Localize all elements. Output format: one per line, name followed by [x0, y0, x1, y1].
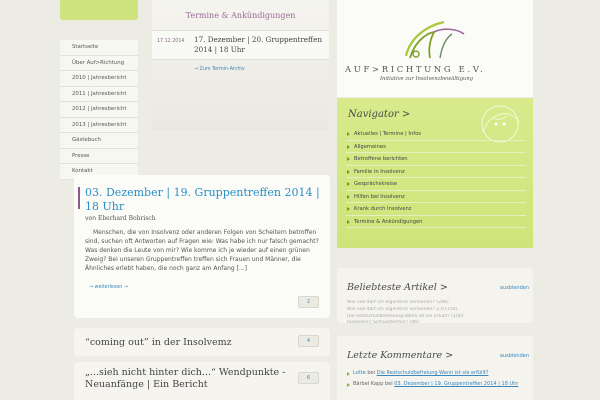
- post-author-line: [85, 215, 156, 222]
- termine-archive-link[interactable]: → Zum Termin-Archiv: [194, 67, 245, 72]
- termine-title: Termine & Ankündigungen: [185, 11, 296, 20]
- popular-articles-list: [347, 300, 525, 327]
- navigator-item-allgemeines[interactable]: Allgemeines: [346, 141, 526, 154]
- comment-separator: bei: [384, 381, 393, 387]
- navigator-item-gespraechskreise[interactable]: Gesprächskreise: [346, 178, 526, 191]
- left-nav-item-2010[interactable]: 2010 | Jahresbericht: [60, 71, 138, 87]
- left-nav-item-2011[interactable]: 2011 | Jahresbericht: [60, 87, 138, 103]
- brand-subtitle: Initiative zur Insolvenzbewältigung: [380, 76, 474, 82]
- navigator-item-aktuelles[interactable]: Aktuelles | Termine | Infos: [346, 128, 526, 141]
- comment-author[interactable]: Lotte: [353, 370, 366, 376]
- comment-separator: bei: [367, 370, 375, 376]
- recent-comments-title: Letzte Kommentare >: [347, 350, 454, 361]
- post-item: [74, 362, 330, 400]
- left-nav-item-presse[interactable]: Presse: [60, 149, 138, 165]
- recent-comments-widget: [337, 336, 533, 400]
- left-nav-accent: [60, 0, 138, 20]
- popular-article-item[interactable]: Insolvenz | Schlusstermin? (96): [347, 320, 419, 326]
- post-author-prefix: von: [85, 215, 97, 222]
- popular-article-item[interactable]: Wie viel darf ich eigentlich verdienen? (286): [347, 300, 449, 305]
- post-accent-bar: [78, 187, 80, 209]
- navigator-item-familie[interactable]: Familie in Insolvenz: [346, 166, 526, 179]
- logo-icon[interactable]: [400, 18, 470, 62]
- post-item-title[interactable]: “coming out” in der Insolvemz: [85, 337, 232, 348]
- post-author: Eberhard Bohrisch: [97, 215, 156, 222]
- post-item-title[interactable]: „...sieh nicht hinter dich...“ Wendpunkte - Neuanfänge | Ein Bericht: [85, 367, 286, 390]
- recent-comment-item: [347, 379, 525, 390]
- logo-header: [337, 0, 533, 97]
- navigator-item-termine[interactable]: Termine & Ankündigungen: [346, 216, 526, 229]
- left-nav-item-2013[interactable]: 2013 | Jahresbericht: [60, 118, 138, 134]
- post-excerpt: Menschen, die von Insolvenz oder anderen Folgen von Scheitern betroffen sind, suchen oft Antworten auf Fragen wie: Was habe ich nur falsch gemacht? Was denken die Leute von mir? Wie komme ich je wieder auf einen grünen Zweig? Bei unseren Gruppentreffen treffen sich Frauen und Männer, die Ähnliches erlebt haben, die noch ganz am Anfang [...]: [85, 229, 319, 272]
- termine-date: 17.12.2014: [157, 39, 185, 44]
- left-nav-item-startseite[interactable]: Startseite: [60, 40, 138, 56]
- post-item-comment-count[interactable]: 6: [298, 372, 319, 384]
- navigator-item-betroffene[interactable]: Betroffene berichten: [346, 153, 526, 166]
- navigator-panel: [337, 98, 533, 248]
- left-nav-list: [60, 40, 138, 180]
- popular-articles-hide-link[interactable]: ausblenden: [499, 285, 529, 291]
- left-nav-item-2012[interactable]: 2012 | Jahresbericht: [60, 102, 138, 118]
- post-item-comment-count[interactable]: 4: [298, 335, 319, 347]
- left-nav-item-ueber[interactable]: Über Auf>Richtung: [60, 56, 138, 72]
- featured-post: [74, 175, 330, 318]
- popular-articles-title: Beliebteste Artikel >: [347, 282, 448, 293]
- comment-author: Bärbel Kapp: [353, 381, 384, 387]
- navigator-list: [346, 128, 526, 228]
- termine-box: [152, 0, 329, 130]
- read-more-link[interactable]: → weiterlesen →: [89, 285, 128, 290]
- post-title[interactable]: 03. Dezember | 19. Gruppentreffen 2014 | 18 Uhr: [85, 186, 320, 213]
- comment-post-link[interactable]: 03. Dezember | 19. Gruppentreffen 2014 | 18 Uhr: [394, 381, 519, 387]
- popular-articles-widget: [337, 268, 533, 326]
- navigator-item-krank[interactable]: Krank durch Insolvenz: [346, 203, 526, 216]
- termine-entry[interactable]: [152, 30, 329, 60]
- popular-article-item[interactable]: Die Restschuldbefreiung-Wann ist sie erfüllt? (100): [347, 313, 464, 319]
- popular-article-item[interactable]: Wie viel darf ich eigentlich verdienen? 2.0 (150): [347, 306, 458, 312]
- termine-text[interactable]: 17. Dezember | 20. Gruppentreffen 2014 | 18 Uhr: [194, 35, 323, 54]
- post-item: [74, 328, 330, 356]
- navigator-title: Navigator >: [348, 109, 411, 120]
- left-nav-item-kontakt[interactable]: Kontakt: [60, 164, 138, 180]
- left-nav-item-gaestebuch[interactable]: Gästebuch: [60, 133, 138, 149]
- recent-comment-item: [347, 368, 525, 379]
- comment-post-link[interactable]: Die Restschuldbefreiung-Wann ist sie erfüllt?: [376, 370, 489, 376]
- recent-comments-list: [347, 368, 525, 390]
- recent-comments-hide-link[interactable]: ausblenden: [499, 353, 529, 359]
- brand-name: AUF>RICHTUNG E.V.: [345, 64, 486, 74]
- navigator-item-hilfen[interactable]: Hilfen bei Insolvenz: [346, 191, 526, 204]
- post-comment-count[interactable]: 2: [298, 296, 319, 308]
